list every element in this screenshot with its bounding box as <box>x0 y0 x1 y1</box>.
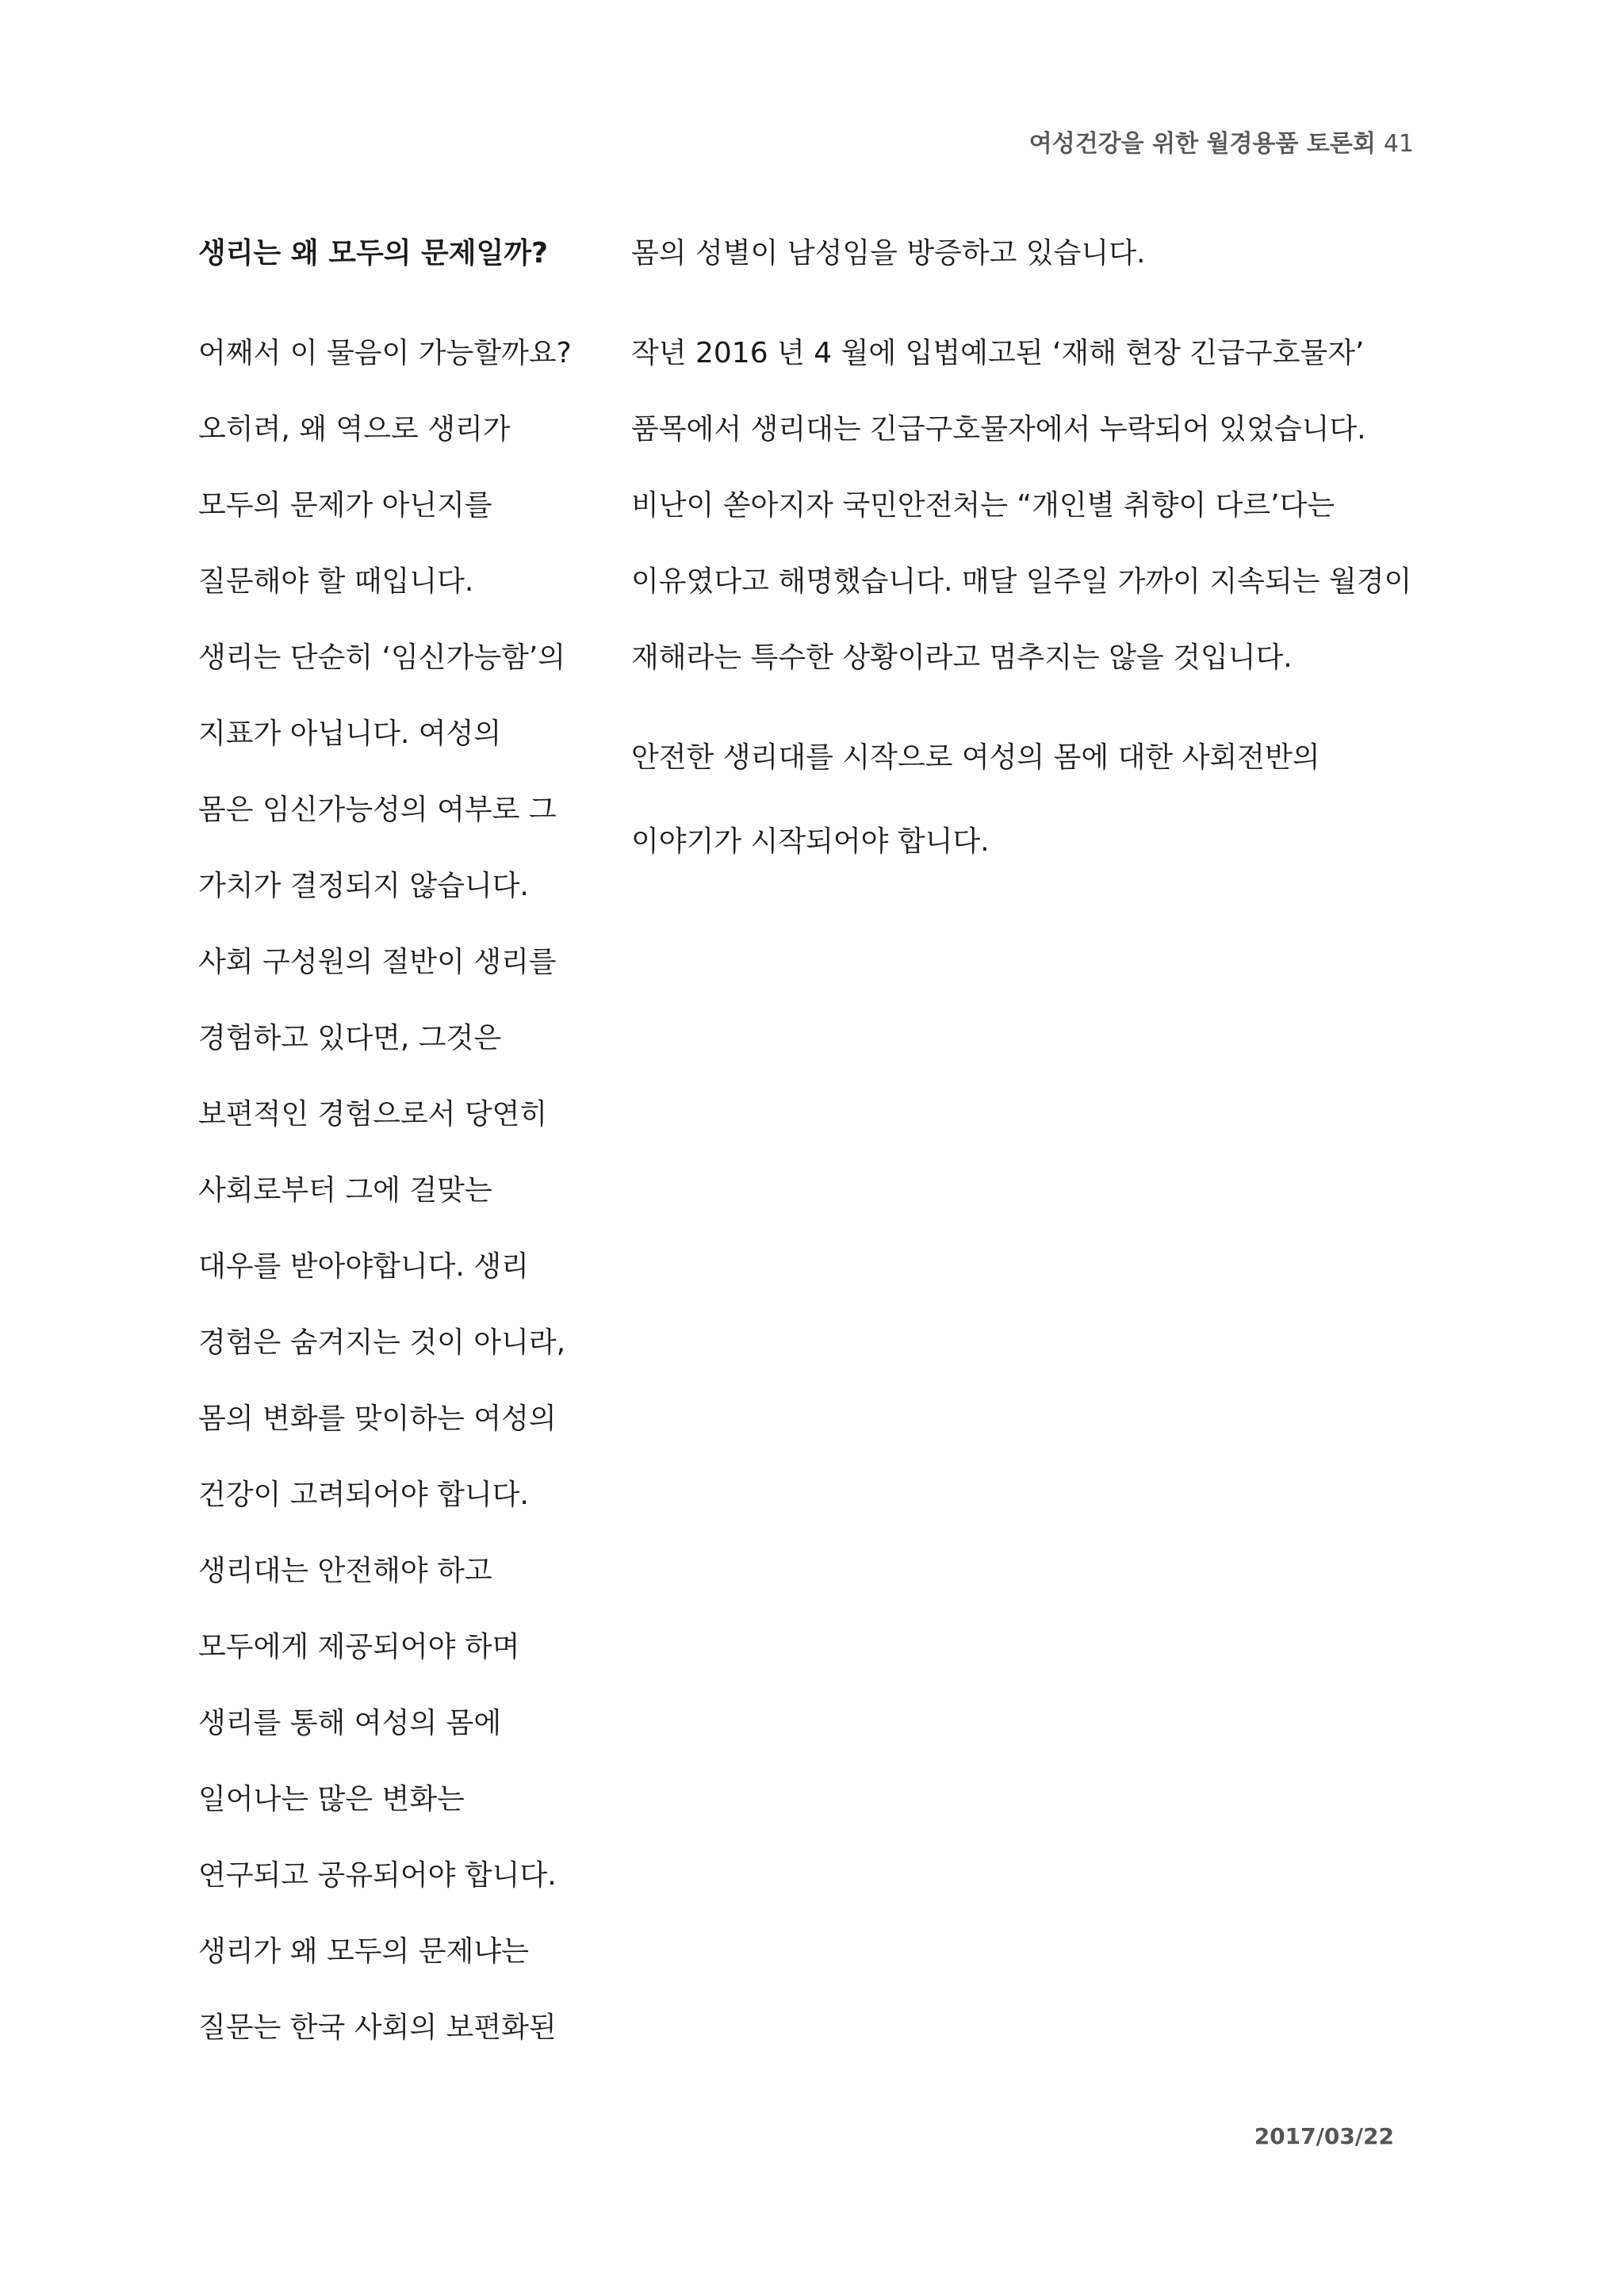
body-line: 일어나는 많은 변화는 <box>198 1783 465 1816</box>
body-line: 모두의 문제가 아닌지를 <box>198 489 492 522</box>
body-line: 어째서 이 물음이 가능할까요? <box>198 337 572 369</box>
footer-date: 2017/03/22 <box>1254 2123 1394 2149</box>
body-line: 경험하고 있다면, 그것은 <box>198 1022 502 1054</box>
body-line: 생리대는 안전해야 하고 <box>198 1555 492 1587</box>
body-line: 질문는 한국 사회의 보편화된 <box>198 2011 557 2044</box>
body-line: 품목에서 생리대는 긴급구호물자에서 누락되어 있었습니다. <box>631 413 1366 446</box>
body-line: 재해라는 특수한 상황이라고 멈추지는 않을 것입니다. <box>631 641 1293 674</box>
body-line: 질문해야 할 때입니다. <box>198 565 474 598</box>
body-line: 몸의 변화를 맞이하는 여성의 <box>198 1402 557 1435</box>
body-line: 연구되고 공유되어야 합니다. <box>198 1859 557 1892</box>
body-line: 작년 2016 년 4 월에 입법예고된 ‘재해 현장 긴급구호물자’ <box>631 337 1365 369</box>
body-line: 지표가 아닙니다. 여성의 <box>198 718 502 750</box>
running-header <box>1029 124 1414 159</box>
body-line: 경험은 숨겨지는 것이 아니라, <box>198 1326 566 1359</box>
body-line: 생리는 단순히 ‘임신가능함’의 <box>198 641 566 674</box>
running-header-title: 여성건강을 위한 월경용품 토론회 <box>1028 130 1376 158</box>
body-line: 보편적인 경험으로서 당연히 <box>198 1098 548 1131</box>
body-line: 모두에게 제공되어야 하며 <box>198 1631 520 1663</box>
body-line: 생리를 통해 여성의 몸에 <box>198 1707 502 1739</box>
body-line: 안전한 생리대를 시작으로 여성의 몸에 대한 사회전반의 <box>631 741 1320 774</box>
body-line: 대우를 받아야합니다. 생리 <box>198 1250 529 1283</box>
body-line: 건강이 고려되어야 합니다. <box>198 1479 529 1511</box>
body-line: 사회 구성원의 절반이 생리를 <box>198 946 557 978</box>
page-number: 41 <box>1383 130 1414 158</box>
body-line: 생리가 왜 모두의 문제냐는 <box>198 1935 529 1968</box>
body-line: 가치가 결정되지 않습니다. <box>198 870 529 902</box>
body-line: 몸은 임신가능성의 여부로 그 <box>198 794 557 826</box>
body-line: 비난이 쏟아지자 국민안전처는 “개인별 취향이 다르’다는 <box>631 489 1335 522</box>
body-line: 이야기가 시작되어야 합니다. <box>631 825 990 858</box>
body-line: 몸의 성별이 남성임을 방증하고 있습니다. <box>631 237 1146 270</box>
body-line: 오히려, 왜 역으로 생리가 <box>198 413 511 446</box>
body-line: 이유였다고 해명했습니다. 매달 일주일 가까이 지속되는 월경이 <box>631 565 1412 598</box>
body-line: 사회로부터 그에 걸맞는 <box>198 1174 492 1207</box>
section-heading: 생리는 왜 모두의 문제일까? <box>198 237 549 270</box>
